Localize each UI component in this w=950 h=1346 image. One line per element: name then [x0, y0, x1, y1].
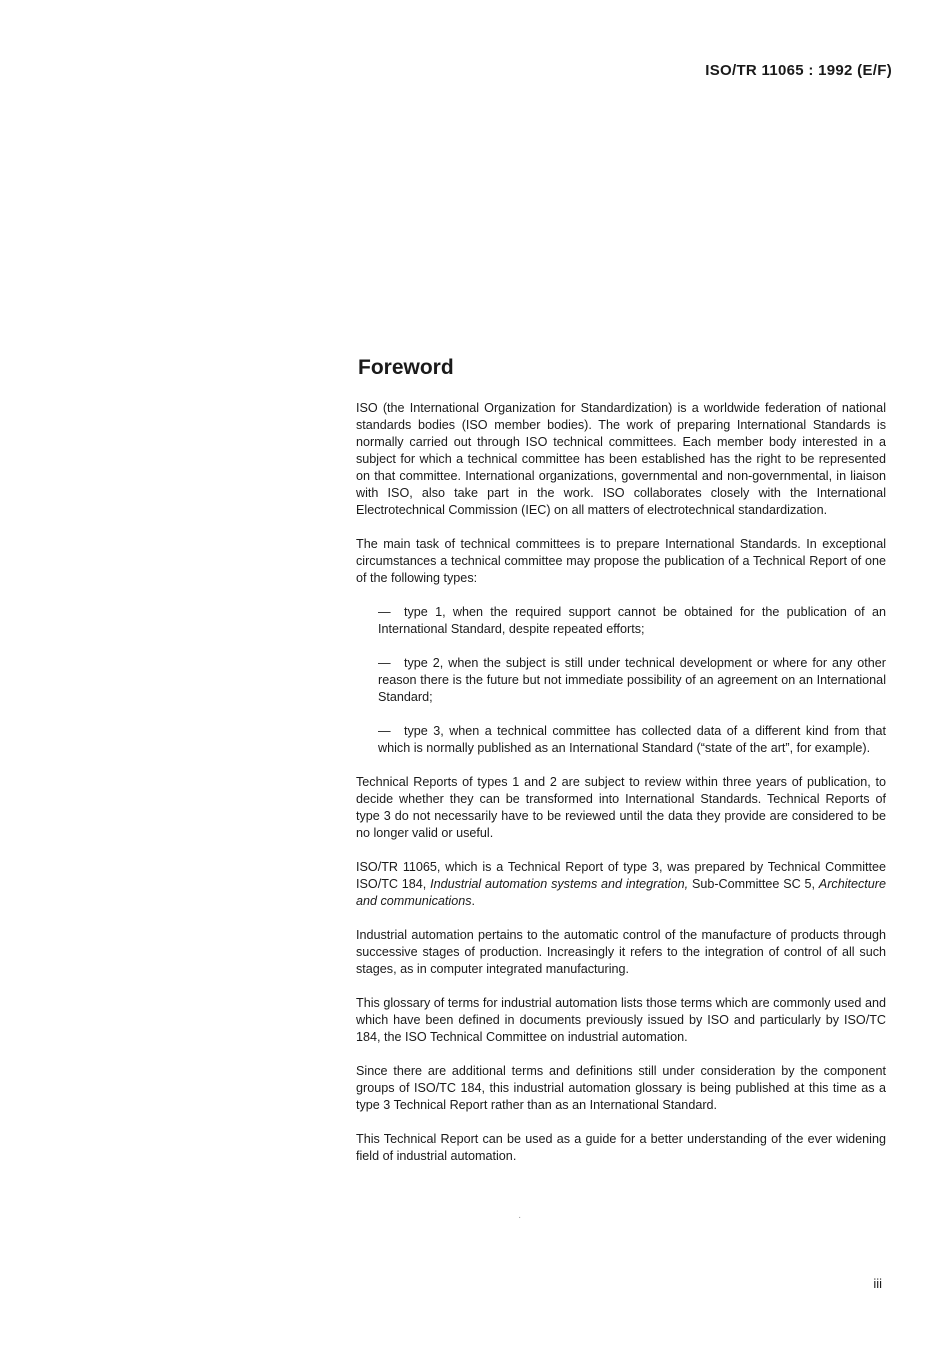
dash-bullet: — [378, 656, 391, 670]
list-item-text: type 1, when the required support cannot be obtained for the publication of an International Standard, despite repeated efforts; [378, 605, 886, 636]
subcommittee-title: Architecture and communications [356, 877, 886, 908]
scan-speck: · [518, 1212, 522, 1223]
preparation-text-b: Sub-Committee SC 5, [688, 877, 819, 891]
paragraph-glossary: This glossary of terms for industrial automation lists those terms which are commonly used and which have been defined in documents previously issued by ISO and particularly by ISO/TC 184, the ISO Technical Committee on industrial automation. [356, 996, 886, 1044]
paragraph-preparation [356, 859, 886, 910]
paragraph-technical-committees: The main task of technical committees is to prepare International Standards. In exceptional circumstances a technical committee may propose the publication of a Technical Report of one of the following types: [356, 537, 886, 585]
list-item-type-2 [378, 655, 886, 706]
list-item-text: type 3, when a technical committee has collected data of a different kind from that which is normally published as an International Standard (“state of the art”, for example). [378, 724, 886, 755]
paragraph-guide: This Technical Report can be used as a guide for a better understanding of the ever widening field of industrial automation. [356, 1132, 886, 1163]
list-item-text: type 2, when the subject is still under technical development or where for any other reason there is the future but not immediate possibility of an agreement on an International Standard; [378, 656, 886, 704]
paragraph-review: Technical Reports of types 1 and 2 are subject to review within three years of publication, to decide whether they can be transformed into International Standards. Technical Reports of type 3 do not necessarily have to be reviewed until the data they provide are considered to be no longer valid or useful. [356, 775, 886, 840]
list-item-type-1 [378, 604, 886, 638]
preparation-text-a: ISO/TR 11065, which is a Technical Report of type 3, was prepared by Technical Committee ISO/TC 184, [356, 860, 886, 891]
dash-bullet: — [378, 605, 391, 619]
preparation-text-c: . [471, 894, 476, 908]
list-item-type-3 [378, 723, 886, 757]
paragraph-iso-intro: ISO (the International Organization for Standardization) is a worldwide federation of national standards bodies (ISO member bodies). The work of preparing International Standards is normally carried out through ISO technical committees. Each member body interested in a subject for which a technical committee has been established has the right to be represented on that committee. International organizations, governmental and non-governmental, in liaison with ISO, also take part in the work. ISO collaborates closely with the International Electrotechnical Commission (IEC) on all matters of electrotechnical standardization. [356, 401, 886, 517]
page-number: iii [873, 1276, 882, 1291]
paragraph-additional-terms: Since there are additional terms and definitions still under consideration by the component groups of ISO/TC 184, this industrial automation glossary is being published at this time as a type 3 Technical Report rather than as an International Standard. [356, 1064, 886, 1112]
dash-bullet: — [378, 724, 391, 738]
committee-title: Industrial automation systems and integration, [430, 877, 689, 891]
foreword-section [356, 356, 886, 1182]
page-title: Foreword [358, 356, 454, 379]
document-reference: ISO/TR 11065 : 1992 (E/F) [705, 62, 892, 79]
paragraph-industrial-automation: Industrial automation pertains to the automatic control of the manufacture of products through successive stages of production. Increasingly it refers to the integration of control of all such stages, as in computer integrated manufacturing. [356, 928, 886, 976]
